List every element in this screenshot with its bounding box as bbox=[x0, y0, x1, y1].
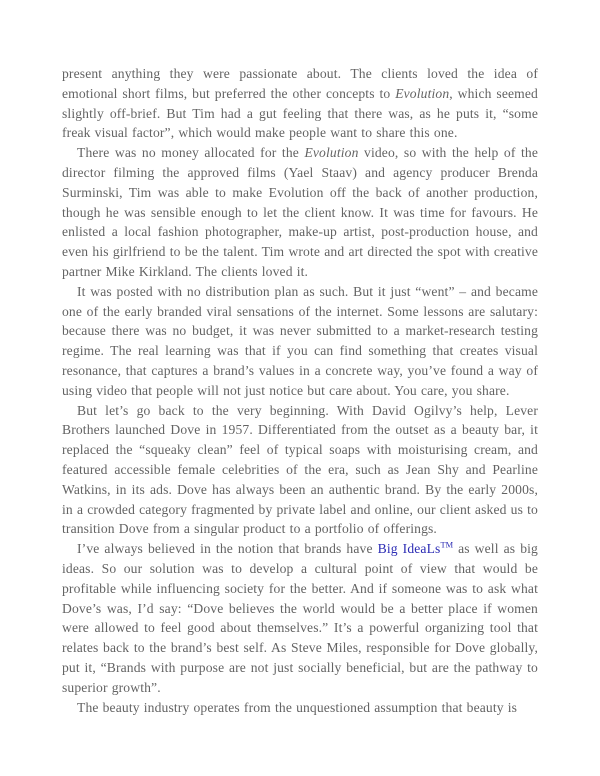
paragraph bbox=[62, 698, 538, 718]
body-text: video, so with the help of the director filming the approved films (Yael Staav) and agency producer Brenda Surminski, Tim was able to make Evolution off the back of another production, though he was sensible enough to let the client know. It was time for favours. He enlisted a local fashion photographer, make-up artist, post-production house, and even his girlfriend to be the talent. Tim wrote and art directed the spot with creative partner Mike Kirkland. The clients loved it. bbox=[62, 145, 538, 279]
body-text: The beauty industry operates from the unquestioned assumption that beauty is bbox=[77, 699, 518, 715]
body-text: present anything they were passionate about. The clients loved the idea of emotional short films, but preferred the other concepts to bbox=[62, 66, 538, 101]
page-content bbox=[62, 64, 538, 717]
body-text: , which seemed slightly off-brief. But Tim had a gut feeling that there was, as he puts it, “some freak visual factor”, which would make people want to share this one. bbox=[62, 85, 538, 141]
paragraph bbox=[62, 64, 538, 143]
paragraph bbox=[62, 401, 538, 540]
body-text: as well as big ideas. So our solution was to develop a cultural point of view that would be profitable while influencing society for the better. And if someone was to ask what Dove’s was, I’d say: “Dove believes the world would be a better place if women were allowed to feel good about themselves.” It’s a powerful organizing tool that relates back to the brand’s best self. As Steve Miles, responsible for Dove globally, put it, “Brands with purpose are not just socially beneficial, but are the pathway to superior growth”. bbox=[62, 541, 538, 695]
body-text: There was no money allocated for the bbox=[77, 145, 305, 161]
body-text: I’ve always believed in the notion that brands have bbox=[77, 541, 378, 557]
body-text: It was posted with no distribution plan as such. But it just “went” – and became one of the early branded viral sensations of the internet. Some lessons are salutary: because there was no budget, it was never submitted to a market-research testing regime. The real learning was that if you can find something that creates visual resonance, that captures a brand’s values in a concrete way, you’ve found a way of using video that people will not just notice but care about. You care, you share. bbox=[62, 283, 538, 398]
paragraph bbox=[62, 143, 538, 282]
italic-text: Evolution bbox=[395, 85, 450, 101]
big-ideals-link[interactable]: Big IdeaLs bbox=[377, 541, 441, 557]
paragraph bbox=[62, 282, 538, 401]
trademark-superscript: TM bbox=[440, 539, 454, 550]
body-text: But let’s go back to the very beginning. With David Ogilvy’s help, Lever Brothers launched Dove in 1957. Differentiated from the outset as a beauty bar, it replaced the “squeaky clean” feel of typical soaps with moisturising cream, and featured accessible female celebrities of the era, such as Jean Shy and Pearline Watkins, in its ads. Dove has always been an authentic brand. By the early 2000s, in a crowded category fragmented by private label and online, our client asked us to transition Dove from a singular product to a portfolio of offerings. bbox=[62, 402, 538, 537]
italic-text: Evolution bbox=[304, 145, 359, 161]
paragraph bbox=[62, 539, 538, 697]
